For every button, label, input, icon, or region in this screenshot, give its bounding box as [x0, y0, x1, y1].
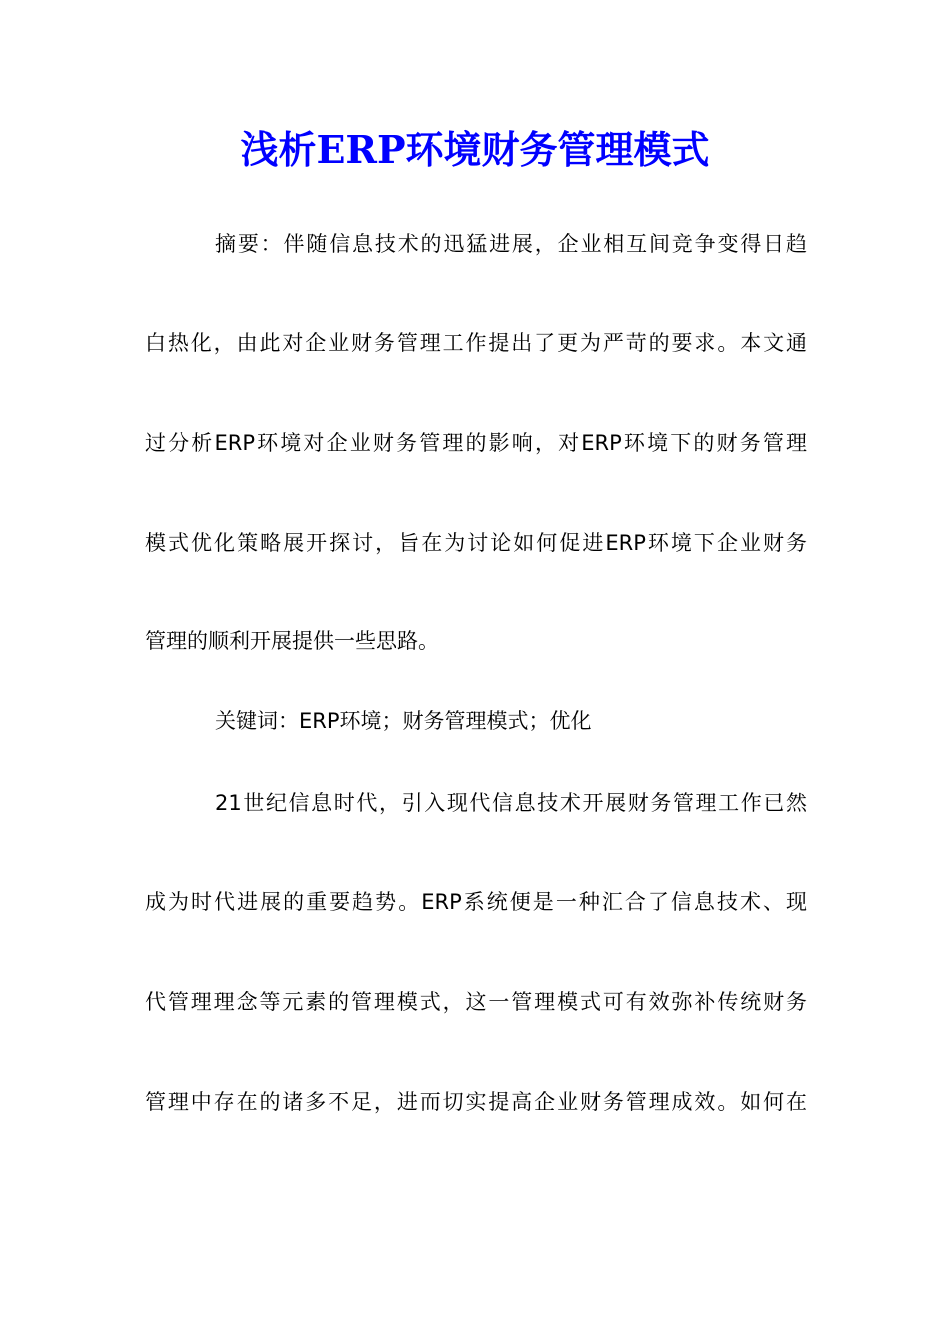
abstract-line-1: 摘要：伴随信息技术的迅猛进展，企业相互间竞争变得日趋	[215, 232, 807, 256]
keywords-line: 关键词：ERP环境；财务管理模式；优化	[215, 709, 592, 733]
abstract-line-5: 管理的顺利开展提供一些思路。	[145, 629, 439, 653]
document-title: 浅析ERP环境财务管理模式	[240, 127, 710, 172]
abstract-line-3: 过分析ERP环境对企业财务管理的影响，对ERP环境下的财务管理	[145, 431, 807, 455]
body-line-1: 21世纪信息时代，引入现代信息技术开展财务管理工作已然	[215, 791, 807, 815]
abstract-line-4: 模式优化策略展开探讨，旨在为讨论如何促进ERP环境下企业财务	[145, 531, 807, 555]
body-line-3: 代管理理念等元素的管理模式，这一管理模式可有效弥补传统财务	[145, 990, 807, 1014]
body-line-4: 管理中存在的诸多不足，进而切实提高企业财务管理成效。如何在	[145, 1090, 807, 1114]
abstract-line-2: 白热化，由此对企业财务管理工作提出了更为严苛的要求。本文通	[145, 331, 807, 355]
body-line-2: 成为时代进展的重要趋势。ERP系统便是一种汇合了信息技术、现	[145, 890, 807, 914]
